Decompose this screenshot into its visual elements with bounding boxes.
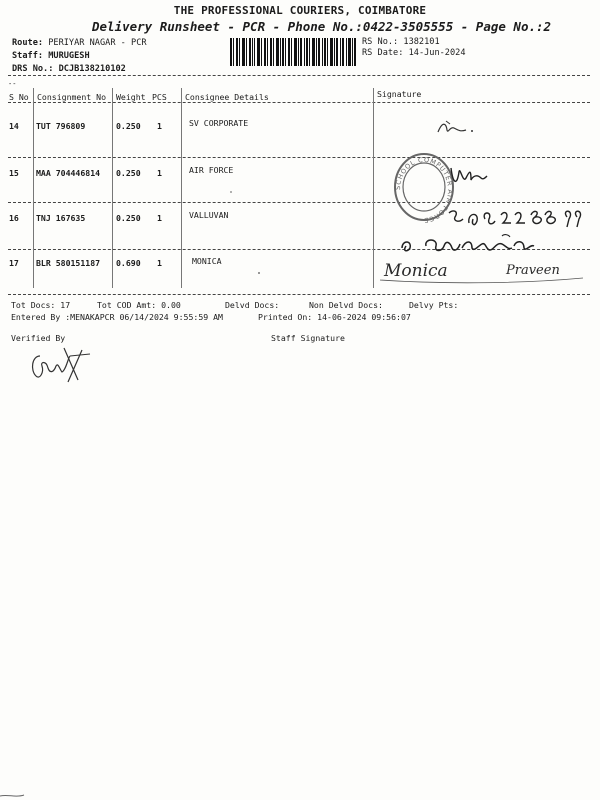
rule-row14 [8,157,590,158]
entered-by: Entered By :MENAKAPCR 06/14/2024 9:55:59 AM [11,312,223,322]
stamp-text: SCHOOL COMPUTER AIR FORCE [393,155,455,224]
tot-docs: Tot Docs: 17 [11,300,71,310]
table-row-pcs: 1 [157,213,162,223]
table-row-consignee: VALLUVAN [189,210,229,220]
col-divider-1 [33,88,34,288]
verifier-signature [26,342,96,388]
scan-mark [0,790,40,800]
table-row-weight: 0.250 [116,168,141,178]
staff-value: MURUGESH [48,51,90,61]
col-header-consignee: Consignee Details [185,92,269,102]
delvd-docs: Delvd Docs: [225,300,280,310]
table-row-pcs: 1 [157,258,162,268]
tot-cod-amt: Tot COD Amt: 0.00 [97,300,181,310]
verified-by-label: Verified By [11,333,66,343]
table-row-weight: 0.250 [116,121,141,131]
printed-on: Printed On: 14-06-2024 09:56:07 [258,312,411,322]
rule-row15 [8,202,590,203]
table-row-sno: 15 [9,168,19,178]
scan-speck [258,272,260,274]
scan-speck [230,191,232,193]
table-row-consignment: BLR 580151187 [36,258,101,268]
drs-label: DRS No.: [12,64,54,74]
rule-header-bottom [8,102,590,103]
table-row-weight: 0.250 [116,213,141,223]
rule-stub: -- [8,80,17,88]
barcode [230,38,356,66]
drs-line [12,64,126,74]
rs-date-label: RS Date: [362,48,404,58]
table-row-consignment: MAA 704446814 [36,168,101,178]
col-header-pcs: PCS [152,92,167,102]
col-header-sno: S No [9,92,29,102]
table-row-consignee: MONICA [192,256,222,266]
col-header-consignment: Consignment No [37,92,107,102]
table-row-sno: 16 [9,213,19,223]
rule-row17 [8,294,590,295]
runsheet-title: Delivery Runsheet - PCR - Phone No.:0422-3505555 - Page No.:2 [92,19,552,34]
route-label: Route: [12,38,44,48]
table-row-consignment: TUT 796809 [36,121,86,131]
company-name: THE PROFESSIONAL COURIERS, COIMBATORE [173,4,427,17]
staff-line [12,51,90,61]
signature-row16-tamil [398,232,548,256]
rs-date-line [362,48,466,58]
rs-no-line [362,37,440,47]
rs-date-value: 14-Jun-2024 [408,48,466,58]
col-divider-3 [181,88,182,288]
table-row-consignee: SV CORPORATE [189,118,249,128]
rs-no-value: 1382101 [403,37,440,47]
table-row-pcs: 1 [157,168,162,178]
staff-label: Staff: [12,51,44,61]
signature-row17-name: Monica [384,261,448,281]
route-value: PERIYAR NAGAR - PCR [48,38,147,48]
drs-value: DCJB138210102 [58,64,126,74]
col-divider-4 [373,88,374,288]
signature-row16-phone [445,205,585,231]
col-header-weight: Weight [116,92,146,102]
col-divider-2 [112,88,113,288]
table-row-pcs: 1 [157,121,162,131]
signature-row17-second: Praveen [506,263,560,278]
rule-top [8,75,590,76]
table-row-weight: 0.690 [116,258,141,268]
route-line [12,38,147,48]
signature-row17 [378,254,588,286]
signature-row15 [447,160,491,190]
rs-no-label: RS No.: [362,37,399,47]
col-header-signature: Signature [377,89,422,99]
table-row-sno: 17 [9,258,19,268]
signature-row14 [432,118,492,140]
table-row-consignee: AIR FORCE [189,165,234,175]
staff-signature-label: Staff Signature [271,333,345,343]
non-delvd-docs: Non Delvd Docs: [309,300,383,310]
delvy-pts: Delvy Pts: [409,300,459,310]
table-row-consignment: TNJ 167635 [36,213,86,223]
table-row-sno: 14 [9,121,19,131]
